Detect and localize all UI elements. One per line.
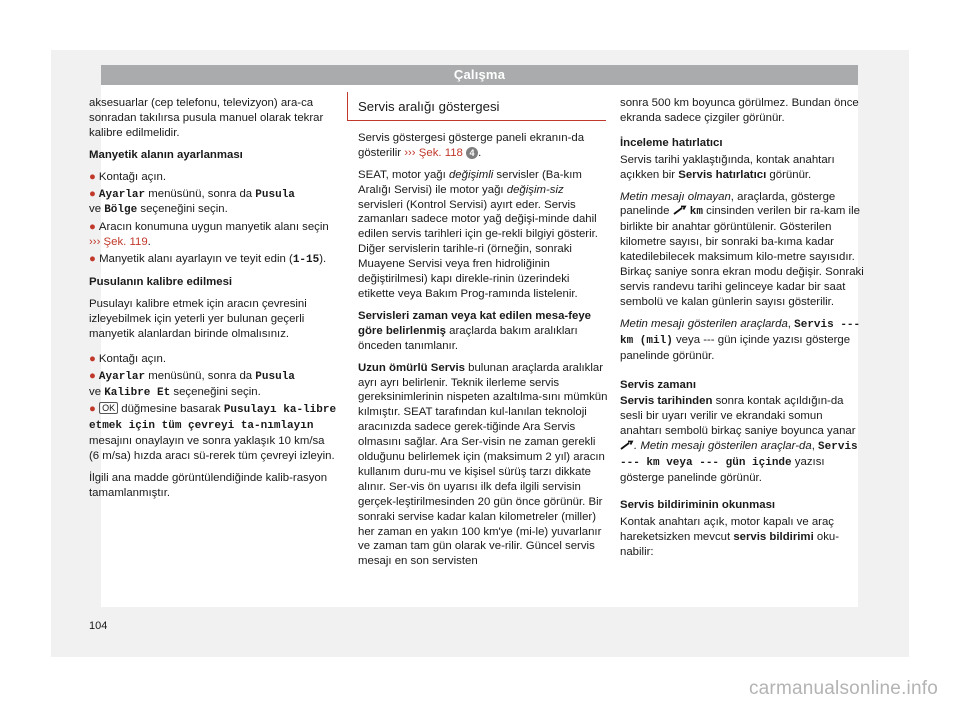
paragraph: Uzun ömürlü Servis bulunan araçlarda aralıklar ayrı ayrı belirlenir. Teknik ilerleme servis gereksinimlerinin nispeten azaltılma-sını mümkün kılmıştır. SEAT tarafından kul-lanılan teknoloji aracınızda sadece gerek-tiğinde Ara Servis olmasını sağlar. Ara Ser-visin ne zaman gerekli olduğunu belirlemek için (maksimum 2 yıl) aracın kullanım duru-mu ve kişisel sürüş tarzı dikkate alınır. Ser-vis ön uyarısı ilk defa ilgili servisin gerçek-leştirilmesinden 20 gün önce görünür. Bir sonraki servise kadar kalan kilometreler (miller) her zaman en yakın 100 km'ye (mi-le) yuvarlanır ve zaman tam gün olarak ve-rilir. Güncel servis mesajı en son servisten (358, 361, 608, 568)
bullet-icon: ● (89, 369, 96, 382)
bullet-icon: ● (89, 170, 96, 183)
paragraph: İlgili ana madde görüntülendiğinde kalib-rasyon tamamlanmıştır. (89, 472, 328, 499)
section-header (101, 65, 858, 85)
list-item: ● Kontağı açın. (89, 170, 167, 183)
figure-link[interactable]: ››› Şek. 119 (89, 236, 148, 249)
watermark: carmanualsonline.info (748, 678, 938, 699)
paragraph: Servis göstergesi gösterge paneli ekranın-da gösterilir ››› Şek. 118 4 . (358, 131, 585, 159)
wrench-icon (620, 440, 634, 450)
section-title: Servis aralığı göstergesi (347, 96, 606, 121)
paragraph: Servis tarihinden sonra kontak açıldığın-da sesli bir uyarı verilir ve ekrandaki somun anahtarı sembolü birkaç saniye boyunca yanar . Metin mesajı gösterilen araçlar-da, Servis --- km veya --- gün içinde yazısı gösterge panelinde görünür. (620, 395, 858, 484)
bullet-icon: ● (89, 352, 96, 365)
paragraph: Servis tarihi yaklaştığında, kontak anahtarı açıkken bir Servis hatırlatıcı görünür. (620, 153, 835, 181)
heading-inspection-reminder: İnceleme hatırlatıcı (620, 136, 723, 149)
paragraph: Kontak anahtarı açık, motor kapalı ve araç hareketsizken mevcut servis bildirimi oku-nabilir: (620, 515, 840, 558)
paragraph: Servisleri zaman veya kat edilen mesa-feye göre belirlenmiş araçlarda bakım aralıkları önceden tanımlanır. (358, 309, 592, 352)
column-2 (358, 96, 608, 576)
wrench-icon (673, 205, 687, 215)
ok-button-icon: OK (99, 402, 118, 414)
figure-link[interactable]: ››› Şek. 118 (404, 146, 463, 159)
paragraph: aksesuarlar (cep telefonu, televizyon) ara-ca sonradan takılırsa pusula manuel olarak tekrar kalibre edilmelidir. (89, 97, 324, 139)
bullet-icon: ● (89, 221, 96, 234)
list-item: ● Ayarlar menüsünü, sonra da Pusula ve Bölge seçeneğini seçin. (89, 187, 295, 217)
list-item: ● Ayarlar menüsünü, sonra da Pusula ve Kalibre Et seçeneğini seçin. (89, 369, 295, 399)
header-title: Çalışma (453, 67, 506, 82)
column-3 (620, 96, 865, 566)
column-1 (89, 96, 337, 508)
paragraph: SEAT, motor yağı değişimli servisler (Ba-kım Aralığı Servisi) ile motor yağı değişim-siz servisleri (Kontrol Servisi) ayırt eder. Servis zamanları sadece motor yağ değişi-minde dahil edilen servis tarihleri için ge-rekli bilgiyi gösterir. Diğer servislerin tarihle-ri (örneğin, sonraki Muayene Servisi veya fren hidroliğinin değiştirilmesi) kapı direkle-rinin üzerindeki etikette veya Bakım Prog-ramında listelenir. (358, 168, 598, 300)
list-item: ● Kontağı açın. (89, 352, 167, 365)
bullet-icon: ● (89, 187, 96, 200)
list-item: ● Manyetik alanı ayarlayın ve teyit edin (1-15). (89, 253, 327, 267)
paragraph: Metin mesajı gösterilen araçlarda, Servis --- km (mil) veya --- gün içinde yazısı gösterge panelinde görünür. (620, 317, 861, 362)
heading-service-notice: Servis bildiriminin okunması (620, 498, 776, 511)
paragraph: sonra 500 km boyunca görülmez. Bundan önce ekranda sadece çizgiler görünür. (620, 97, 859, 124)
heading-compass-calibration: Pusulanın kalibre edilmesi (89, 276, 233, 289)
heading-service-time: Servis zamanı (620, 378, 696, 391)
bullet-icon: ● (89, 253, 96, 266)
list-item: ● OK düğmesine basarak Pusulayı ka-libre etmek için tüm çevreyi ta-nımlayın mesajını onaylayın ve sonra yaklaşık 10 km/sa (6 m/sa) hızda aracı sü-rerek tüm çevreyi izleyin. (89, 403, 337, 463)
bullet-icon: ● (89, 403, 96, 416)
callout-number-icon: 4 (466, 147, 478, 159)
paragraph: Metin mesajı olmayan, araçlarda, gösterge panelinde km cinsinden verilen bir ra-kam ile birlikte bir anahtar görüntülenir. Gösterilen kilometre sayısı, bir sonraki ba-kıma kadar katedilebilecek maksimum kilo-metre sayısıdır. Birkaç saniye sonra ekran modu değişir. Sonraki servis randevu tarihi gelinceye kadar bir saat sembolü ve kalan günlerin sayısı gösterilir. (620, 190, 864, 308)
list-item: ● Aracın konumuna uygun manyetik alanı seçin ››› Şek. 119. (89, 221, 329, 249)
paragraph: Pusulayı kalibre etmek için aracın çevresini izleyebilmek için yeterli yer bulunan geçerli manyetik alanlardan birinde olmalısınız. (89, 297, 307, 340)
heading-magnetic-field: Manyetik alanın ayarlanması (89, 148, 243, 161)
page-number: 104 (89, 620, 108, 632)
